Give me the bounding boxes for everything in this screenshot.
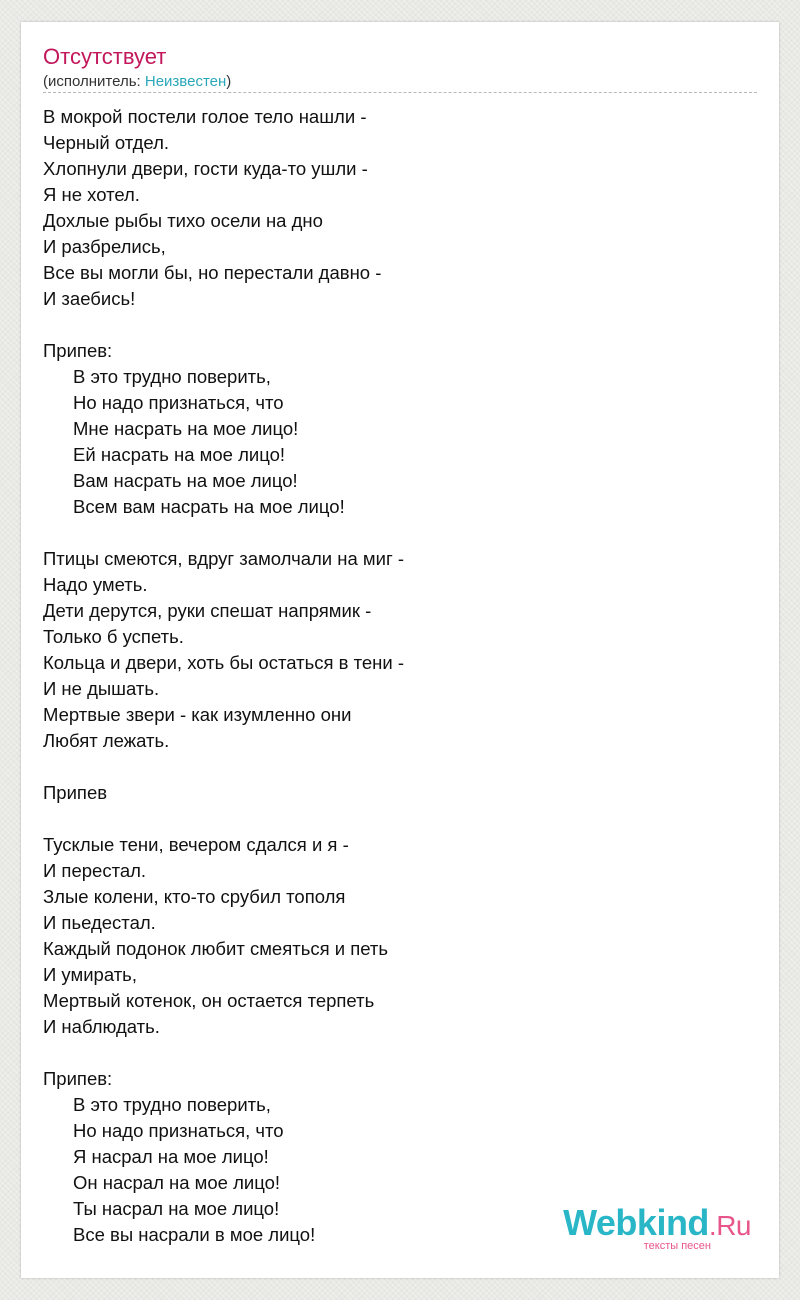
lyrics-line: Всем вам насрать на мое лицо! xyxy=(73,496,345,517)
lyrics-line: И разбрелись, xyxy=(43,236,166,257)
lyrics-blank-line xyxy=(43,520,757,546)
lyrics-line: Но надо признаться, что xyxy=(73,1120,284,1141)
lyrics-line: В мокрой постели голое тело нашли - xyxy=(43,106,367,127)
artist-suffix: ) xyxy=(226,73,232,90)
artist-prefix: (исполнитель: xyxy=(43,73,145,90)
lyrics-line: Кольца и двери, хоть бы остаться в тени - xyxy=(43,652,404,673)
lyrics-line: Я насрал на мое лицо! xyxy=(73,1146,269,1167)
logo-brand-tld: .Ru xyxy=(708,1210,751,1241)
lyrics-line: Припев xyxy=(43,782,108,803)
lyrics-line: Я не хотел. xyxy=(43,184,140,205)
lyrics-line: Тусклые тени, вечером сдался и я - xyxy=(43,834,349,855)
lyrics-line: Вам насрать на мое лицо! xyxy=(73,470,298,491)
lyrics-line: Мертвые звери - как изумленно они xyxy=(43,704,352,725)
lyrics-line: В это трудно поверить, xyxy=(73,1094,271,1115)
lyrics-line: Хлопнули двери, гости куда-то ушли - xyxy=(43,158,368,179)
lyrics-line: Припев: xyxy=(43,1068,113,1089)
song-title: Отсутствует xyxy=(43,44,167,69)
lyrics-line: И заебись! xyxy=(43,288,136,309)
lyrics-line: Злые колени, кто-то срубил тополя xyxy=(43,886,346,907)
lyrics-blank-line xyxy=(43,1040,757,1066)
lyrics-line: Мертвый котенок, он остается терпеть xyxy=(43,990,375,1011)
lyrics-blank-line xyxy=(43,754,757,780)
lyrics-card xyxy=(21,22,779,1278)
lyrics-line: Мне насрать на мое лицо! xyxy=(73,418,299,439)
lyrics-line: В это трудно поверить, xyxy=(73,366,271,387)
lyrics-line: Дети дерутся, руки спешат напрямик - xyxy=(43,600,372,621)
logo-brand xyxy=(563,1202,751,1244)
lyrics-line: Черный отдел. xyxy=(43,132,170,153)
lyrics-line: Надо уметь. xyxy=(43,574,148,595)
lyrics-line: И наблюдать. xyxy=(43,1016,160,1037)
lyrics-line: Ты насрал на мое лицо! xyxy=(73,1198,280,1219)
lyrics-line: Только б успеть. xyxy=(43,626,184,647)
logo-brand-name: Webkind xyxy=(563,1202,709,1243)
logo-tagline: тексты песен xyxy=(643,1240,711,1252)
lyrics-line: Любят лежать. xyxy=(43,730,170,751)
lyrics-line: Он насрал на мое лицо! xyxy=(73,1172,281,1193)
lyrics-body xyxy=(43,104,757,1248)
lyrics-blank-line xyxy=(43,806,757,832)
lyrics-line: И умирать, xyxy=(43,964,137,985)
lyrics-line: Каждый подонок любит смеяться и петь xyxy=(43,938,389,959)
lyrics-line: И пьедестал. xyxy=(43,912,156,933)
lyrics-line: Припев: xyxy=(43,340,113,361)
lyrics-line: Птицы смеются, вдруг замолчали на миг - xyxy=(43,548,405,569)
lyrics-line: Все вы могли бы, но перестали давно - xyxy=(43,262,382,283)
webkind-logo xyxy=(563,1202,751,1252)
header-divider xyxy=(43,92,757,93)
artist-meta xyxy=(43,73,231,91)
lyrics-line: И перестал. xyxy=(43,860,147,881)
lyrics-line: И не дышать. xyxy=(43,678,160,699)
artist-link[interactable]: Неизвестен xyxy=(144,73,227,90)
lyrics-blank-line xyxy=(43,312,757,338)
lyrics-line: Ей насрать на мое лицо! xyxy=(73,444,286,465)
lyrics-line: Но надо признаться, что xyxy=(73,392,284,413)
lyrics-line: Все вы насрали в мое лицо! xyxy=(73,1224,316,1245)
lyrics-line: Дохлые рыбы тихо осели на дно xyxy=(43,210,323,231)
